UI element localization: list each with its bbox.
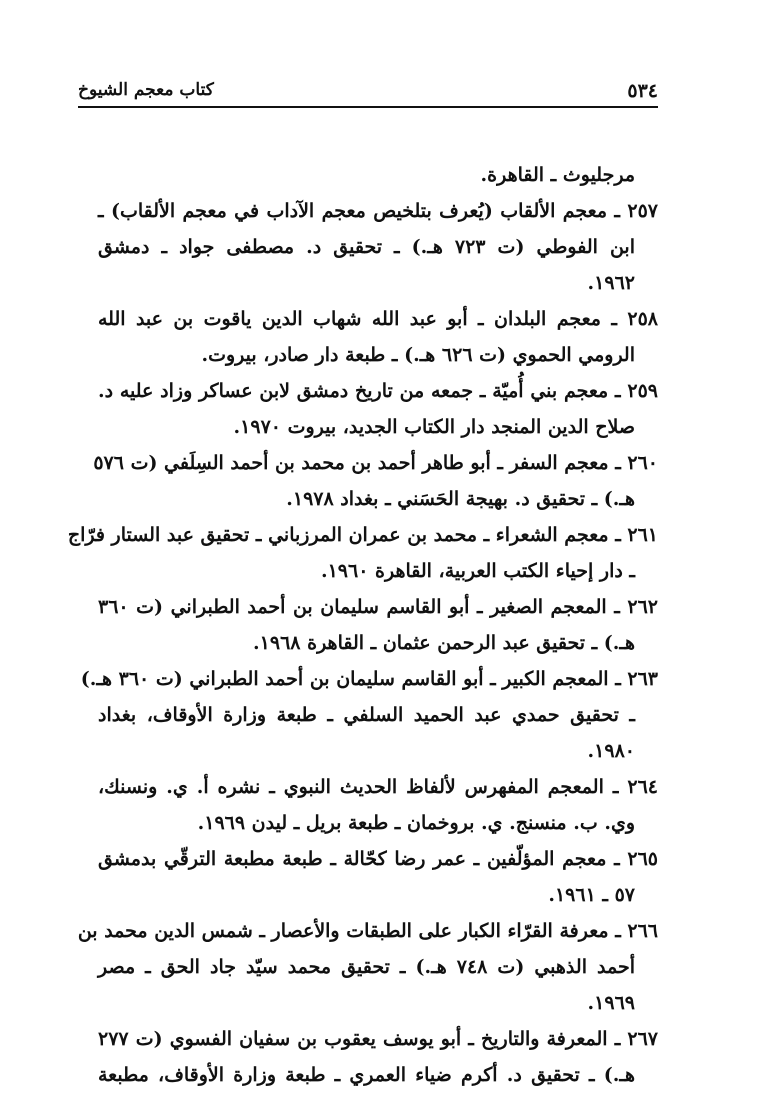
entry-263 <box>80 661 658 697</box>
entry-number: ٢٥٧ ـ <box>614 200 658 222</box>
entry-258 <box>98 301 658 337</box>
entry-line: هـ.) ـ تحقيق عبد الرحمن عثمان ـ القاهرة ١٩٦٨. <box>253 632 635 654</box>
entry-line: مرجليوث ـ القاهرة. <box>480 164 635 186</box>
entry-number: ٢٦٢ ـ <box>614 596 658 618</box>
entry-259 <box>98 373 658 409</box>
entry-line: معرفة القرّاء الكبار على الطبقات والأعصار ـ شمس الدين محمد بن <box>77 920 609 942</box>
entry-266 <box>77 913 658 949</box>
entry-267 <box>98 1021 658 1057</box>
running-title: كتاب معجم الشيوخ <box>78 80 214 100</box>
entry-number: ٢٥٩ ـ <box>615 380 658 402</box>
header-rule <box>78 106 658 108</box>
entry-264 <box>98 769 658 805</box>
entry-number: ٢٦٠ ـ <box>615 452 658 474</box>
entry-262 <box>98 589 658 625</box>
entry-line: معجم بني أُميّة ـ جمعه من تاريخ دمشق لابن عساكر وزاد عليه د. <box>98 380 609 402</box>
entry-line: معجم الشعراء ـ محمد بن عمران المرزباني ـ تحقيق عبد الستار فرّاج <box>67 524 609 546</box>
entry-265 <box>98 841 658 877</box>
entry-line: أحمد الذهبي (ت ٧٤٨ هـ.) ـ تحقيق محمد سيّد جاد الحق ـ مصر <box>98 956 635 978</box>
entry-line: هـ.) ـ تحقيق د. بهيجة الحَسَني ـ بغداد ١٩٧٨. <box>286 488 635 510</box>
entry-line: المعجم الكبير ـ أبو القاسم سليمان بن أحمد الطبراني (ت ٣٦٠ هـ.) <box>80 668 609 690</box>
entry-line: المعرفة والتاريخ ـ أبو يوسف يعقوب بن سفيان الفسوي (ت ٢٧٧ <box>98 1028 608 1050</box>
entry-number: ٢٦٤ ـ <box>612 776 658 798</box>
entry-line: ١٩٦٩. <box>587 992 635 1014</box>
entry-line: الرومي الحموي (ت ٦٢٦ هـ.) ـ طبعة دار صادر، بيروت. <box>201 344 635 366</box>
entry-number: ٢٦٥ ـ <box>614 848 658 870</box>
entry-line: معجم البلدان ـ أبو عبد الله شهاب الدين ياقوت بن عبد الله <box>98 308 601 330</box>
entry-line: ١٩٦٢. <box>587 272 635 294</box>
entry-line: المعجم الصغير ـ أبو القاسم سليمان بن أحمد الطبراني (ت ٣٦٠ <box>98 596 607 618</box>
page-number: ٥٣٤ <box>627 80 658 102</box>
entry-261 <box>67 517 658 553</box>
entry-line: ٥٧ ـ ١٩٦١. <box>548 884 635 906</box>
entry-line: وي. ب. منسنج. ي. بروخمان ـ طبعة بريل ـ ليدن ١٩٦٩. <box>197 812 635 834</box>
entry-number: ٢٦٣ ـ <box>615 668 658 690</box>
page-header <box>78 80 658 104</box>
entry-number: ٢٥٨ ـ <box>611 308 658 330</box>
entry-line: المعجم المفهرس لألفاظ الحديث النبوي ـ نشره أ. ي. ونسنك، <box>98 776 604 798</box>
entry-line: هـ.) ـ تحقيق د. أكرم ضياء العمري ـ طبعة وزارة الأوقاف، مطبعة <box>98 1064 635 1086</box>
entry-line: ـ دار إحياء الكتب العربية، القاهرة ١٩٦٠. <box>320 560 635 582</box>
entry-line: معجم السفر ـ أبو طاهر أحمد بن محمد بن أحمد السِلَفي (ت ٥٧٦ <box>93 452 609 474</box>
entry-line: معجم الألقاب (يُعرف بتلخيص معجم الآداب في معجم الألقاب) ـ <box>98 200 608 222</box>
entry-line: ـ تحقيق حمدي عبد الحميد السلفي ـ طبعة وزارة الأوقاف، بغداد <box>98 704 635 726</box>
entry-260 <box>93 445 658 481</box>
entry-line: صلاح الدين المنجد دار الكتاب الجديد، بيروت ١٩٧٠. <box>233 416 635 438</box>
entry-line: ابن الفوطي (ت ٧٢٣ هـ.) ـ تحقيق د. مصطفى جواد ـ دمشق <box>98 236 635 258</box>
entry-number: ٢٦٧ ـ <box>614 1028 658 1050</box>
entry-number: ٢٦١ ـ <box>615 524 658 546</box>
entry-number: ٢٦٦ ـ <box>615 920 658 942</box>
entry-257 <box>98 193 658 229</box>
entry-line: معجم المؤلّفين ـ عمر رضا كحّالة ـ طبعة مطبعة الترقّي بدمشق <box>98 848 607 870</box>
entry-line: ١٩٨٠. <box>587 740 635 762</box>
